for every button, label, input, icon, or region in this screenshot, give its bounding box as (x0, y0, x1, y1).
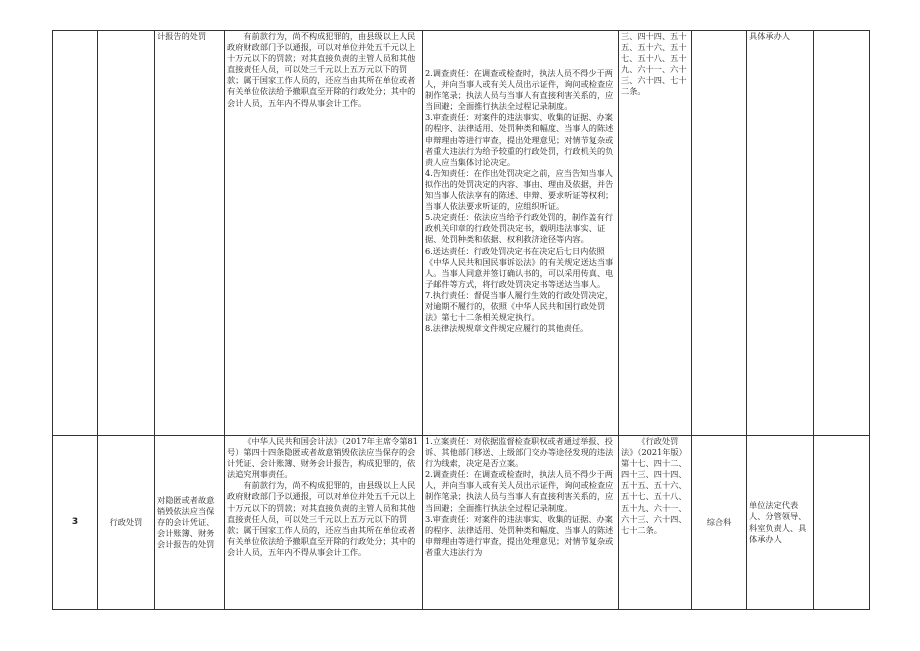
remark-cell (814, 31, 870, 436)
duty-item: 7.执行责任：督促当事人履行生效的行政处罚决定，对逾期不履行的，依照《中华人民共和国行政处罚法》第七十二条相关规定执行。 (425, 289, 613, 323)
duty-cell (423, 436, 619, 610)
type-cell (98, 31, 155, 436)
power-list-table (52, 30, 870, 610)
dept-cell: 综合科 (692, 436, 747, 610)
type-cell: 行政处罚 (98, 436, 155, 610)
basis-paragraph: 有前款行为，尚不构成犯罪的，由县级以上人民政府财政部门予以通报，可以对单位并处五千元以上十万元以下的罚款；对其直接负责的主管人员和其他直接责任人员，可以处三千元以上五万元以下的罚款；属于国家工作人员的，还应当由其所在单位或者有关单位依法给予撤职直至开除的行政处分；其中的会计人员，五年内不得从事会计工作。 (227, 480, 416, 557)
basis-paragraph: 《中华人民共和国会计法》（2017年主席令第81号）第四十四条隐匿或者故意销毁依法应当保存的会计凭证、会计账簿、财务会计报告，构成犯罪的，依法追究刑事责任。 (227, 436, 418, 480)
item-name-cell: 对隐匿或者故意销毁依法应当保存的会计凭证、会计账簿、财务会计报告的处罚 (155, 436, 225, 610)
duty-item: 3.审查责任：对案件的违法事实、收集的证据、办案的程序、法律适用、处罚种类和幅度、当事人的陈述申辩理由等进行审查，提出处理意见；对情节复杂或者重大违法行为 (425, 513, 614, 557)
duty-item: 2.调查责任：在调查或检查时，执法人员不得少于两人，并向当事人或有关人员出示证件，询问或检查应制作笔录；执法人员与当事人有直接利害关系的，应当回避；全面推行执法全过程记录制度。 (425, 469, 614, 513)
duty-item: 8.法律法规规章文件规定应履行的其他责任。 (425, 323, 589, 334)
duty-item: 2.调查责任：在调查或检查时，执法人员不得少于两人，并向当事人或有关人员出示证件，询问或检查应制作笔录；执法人员与当事人有直接利害关系的，应当回避；全面推行执法全过程记录制度。 (425, 68, 614, 112)
basis-cell (225, 436, 423, 610)
remark-cell (814, 436, 870, 610)
table-row (53, 436, 870, 610)
seq-cell: 3 (53, 436, 98, 610)
duty-item: 6.送达责任：行政处罚决定书在决定后七日内依照《中华人民共和国民事诉讼法》的有关规定送达当事人。当事人同意并签订确认书的，可以采用传真、电子邮件等方式，将行政处罚决定书等送达当事人。 (425, 245, 614, 289)
duty-basis-cell: 三、四十四、五十五、五十六、五十七、五十八、五十九、六十一、六十三、六十四、七十二条。 (619, 31, 692, 436)
item-name-cell: 计报告的处罚 (155, 31, 225, 436)
duty-item: 4.告知责任：在作出处罚决定之前，应当告知当事人拟作出的处罚决定的内容、事由、理由及依据，并告知当事人依法享有的陈述、申辩、要求听证等权利；当事人依法要求听证的，应组织听证。 (425, 167, 614, 212)
subject-cell: 具体承办人 (747, 31, 814, 436)
dept-cell (692, 31, 747, 436)
duty-basis-cell: 《行政处罚法》（2021年版）第十七、四十二、四十三、四十四、五十五、五十六、五十七、五十八、五十九、六十一、六十三、六十四、七十二条。 (619, 436, 692, 610)
duty-cell (423, 31, 619, 436)
table-row (53, 31, 870, 436)
duty-item: 5.决定责任：依法应当给予行政处罚的，制作盖有行政机关印章的行政处罚决定书，载明违法事实、证据、处罚种类和依据、权利救济途径等内容。 (425, 212, 613, 245)
seq-cell (53, 31, 98, 436)
duty-item: 1.立案责任：对依据监督检查职权或者通过举报、投诉、其他部门移送、上级部门交办等途径发现的违法行为线索，决定是否立案。 (425, 436, 614, 469)
subject-cell: 单位法定代表人、分管领导、科室负责人、具体承办人 (747, 436, 814, 610)
basis-paragraph: 有前款行为，尚不构成犯罪的，由县级以上人民政府财政部门予以通报，可以对单位并处五千元以上十万元以下的罚款；对其直接负责的主管人员和其他直接责任人员，可以处三千元以上五万元以下的罚款；属于国家工作人员的，还应当由其所在单位或者有关单位依法给予撤职直至开除的行政处分；其中的会计人员，五年内不得从事会计工作。 (227, 31, 416, 108)
duty-item (425, 31, 616, 68)
basis-cell (225, 31, 423, 436)
duty-item: 3.审查责任：对案件的违法事实、收集的证据、办案的程序、法律适用、处罚种类和幅度、当事人的陈述申辩理由等进行审查，提出处理意见；对情节复杂或者重大违法行为给予较重的行政处罚，行政机关的负责人应当集体讨论决定。 (425, 112, 614, 167)
